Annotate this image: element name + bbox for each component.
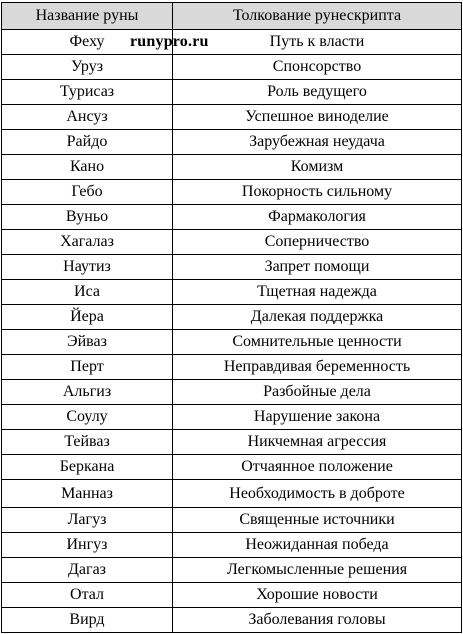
header-interpretation: Толкование рунескрипта [173,3,462,30]
meaning-cell: Комизм [173,155,462,180]
table-row [2,508,462,533]
table-row [2,255,462,280]
rune-name-cell: Гебо [2,180,173,205]
rune-name-cell: Перт [2,355,173,380]
table-row [2,608,462,633]
rune-name-cell: Соулу [2,405,173,430]
table-row [2,180,462,205]
meaning-cell: Священные источники [173,508,462,533]
table-header-row [2,3,462,30]
table-row [2,280,462,305]
meaning-cell: Неожиданная победа [173,533,462,558]
rune-name-cell: Вуньо [2,205,173,230]
rune-name-cell: Альгиз [2,380,173,405]
meaning-cell: Хорошие новости [173,583,462,608]
rune-name-cell: Тейваз [2,430,173,455]
rune-name-cell: Вирд [2,608,173,633]
table-row [2,380,462,405]
table-row [2,480,462,508]
meaning-cell: Соперничество [173,230,462,255]
rune-name-cell: Отал [2,583,173,608]
table-row [2,583,462,608]
rune-name-cell: Манназ [2,480,173,508]
meaning-cell: Роль ведущего [173,80,462,105]
rune-name-cell: Кано [2,155,173,180]
meaning-cell: Нарушение закона [173,405,462,430]
table-row [2,355,462,380]
table-row [2,430,462,455]
rune-name-cell: Ингуз [2,533,173,558]
meaning-cell: Фармакология [173,205,462,230]
rune-name-cell [2,30,209,55]
meaning-cell: Никчемная агрессия [173,430,462,455]
table-row [2,230,462,255]
table-row [2,405,462,430]
meaning-cell: Успешное виноделие [173,105,462,130]
rune-name-cell: Ансуз [2,105,173,130]
rune-name-cell: Райдо [2,130,173,155]
table-row [2,105,462,130]
meaning-cell: Запрет помощи [173,255,462,280]
table-row [2,205,462,230]
meaning-cell: Разбойные дела [173,380,462,405]
table-row [2,330,462,355]
rune-name-cell: Уруз [2,55,173,80]
meaning-cell: Сомнительные ценности [173,330,462,355]
meaning-cell: Заболевания головы [173,608,462,633]
meaning-cell: Покорность сильному [173,180,462,205]
rune-name-cell: Иса [2,280,173,305]
rune-name-cell: Наутиз [2,255,173,280]
meaning-cell: Отчаянное положение [173,455,462,480]
watermark: runypro.ru [130,33,209,50]
table-row [2,30,462,55]
table-row [2,455,462,480]
table-row [2,558,462,583]
header-rune-name: Название руны [2,3,173,30]
meaning-cell: Путь к власти [173,30,462,55]
meaning-cell: Легкомысленные решения [173,558,462,583]
rune-name-cell: Лагуз [2,508,173,533]
rune-name-cell: Беркана [2,455,173,480]
rune-name-cell: Хагалаз [2,230,173,255]
rune-name-cell: Дагаз [2,558,173,583]
meaning-cell: Неправдивая беременность [173,355,462,380]
meaning-cell: Зарубежная неудача [173,130,462,155]
rune-name: Феху [69,33,105,50]
table-row [2,80,462,105]
rune-name-cell: Йера [2,305,173,330]
table-row [2,55,462,80]
table-row [2,130,462,155]
meaning-cell: Тщетная надежда [173,280,462,305]
rune-table [1,2,462,633]
rune-name-cell: Турисаз [2,80,173,105]
rune-name-cell: Эйваз [2,330,173,355]
meaning-cell: Спонсорство [173,55,462,80]
table-row [2,533,462,558]
meaning-cell: Далекая поддержка [173,305,462,330]
meaning-cell: Необходимость в доброте [173,480,462,508]
table-row [2,155,462,180]
table-row [2,305,462,330]
